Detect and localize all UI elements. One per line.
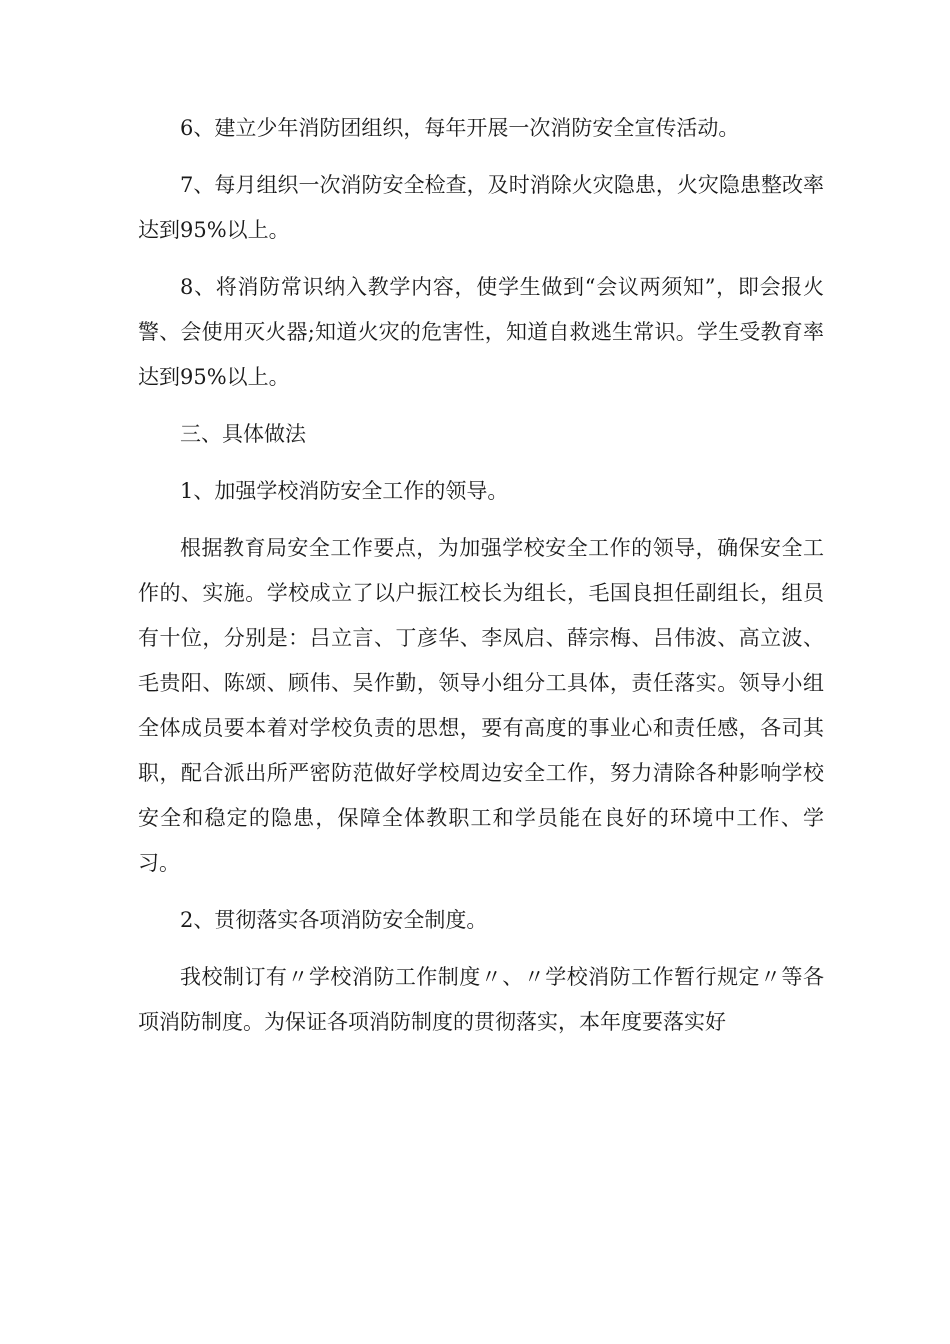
- paragraph-item-7: 7、每月组织一次消防安全检查，及时消除火灾隐患，火灾隐患整改率达到95%以上。: [138, 173, 824, 242]
- document-body: [138, 106, 824, 1057]
- paragraph-item-8: 8、将消防常识纳入教学内容，使学生做到“会议两须知”，即会报火警、会使用灭火器;知道火灾的危害性，知道自救逃生常识。学生受教育率达到95%以上。: [138, 275, 824, 389]
- subheading-leadership: 1、加强学校消防安全工作的领导。: [180, 479, 509, 503]
- paragraph-item-6: 6、建立少年消防团组织，每年开展一次消防安全宣传活动。: [180, 116, 740, 140]
- subheading-fire-safety-systems: 2、贯彻落实各项消防安全制度。: [180, 908, 488, 932]
- section-heading-specific-methods: 三、具体做法: [180, 422, 306, 446]
- paragraph-fire-safety-systems-body: 我校制订有〃学校消防工作制度〃、〃学校消防工作暂行规定〃等各项消防制度。为保证各项消防制度的贯彻落实，本年度要落实好: [138, 965, 824, 1034]
- paragraph-leadership-body: 根据教育局安全工作要点，为加强学校安全工作的领导，确保安全工作的、实施。学校成立了以户振江校长为组长，毛国良担任副组长，组员有十位，分别是：吕立言、丁彦华、李凤启、薛宗梅、吕伟波、高立波、毛贵阳、陈颂、顾伟、吴作勤，领导小组分工具体，责任落实。领导小组全体成员要本着对学校负责的思想，要有高度的事业心和责任感，各司其职，配合派出所严密防范做好学校周边安全工作，努力清除各种影响学校安全和稳定的隐患，保障全体教职工和学员能在良好的环境中工作、学习。: [138, 536, 824, 875]
